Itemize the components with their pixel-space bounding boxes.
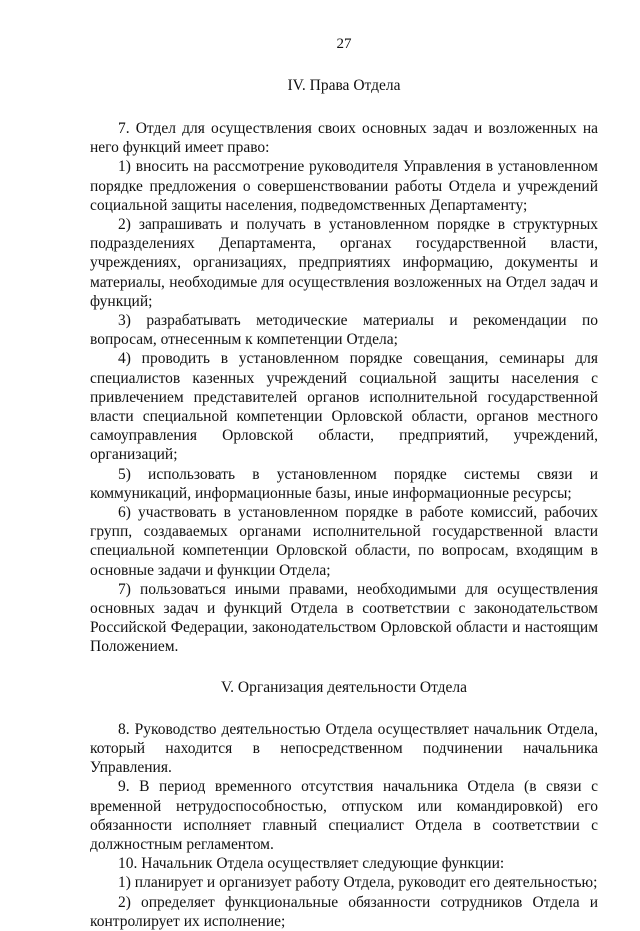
- paragraph: 2) определяет функциональные обязанности сотрудников Отдела и контролирует их исполнение;: [90, 893, 598, 930]
- section-organization-body: [90, 720, 598, 931]
- paragraph: 9. В период временного отсутствия начальника Отдела (в связи с временной нетрудоспособностью, отпуском или командировкой) его обязанности исполняет главный специалист Отдела в соответствии с должностным регламентом.: [90, 778, 598, 853]
- section-title-rights: IV. Права Отдела: [287, 77, 401, 94]
- paragraph: 6) участвовать в установленном порядке в работе комиссий, рабочих групп, создаваемых органами исполнительной государственной власти специальной компетенции Орловской области, по вопросам, входящим в основные задачи и функции Отдела;: [90, 504, 598, 579]
- page-number: 27: [336, 36, 352, 52]
- paragraph: 7) пользоваться иными правами, необходимыми для осуществления основных задач и функций Отдела в соответствии с законодательством Российской Федерации, законодательством Орловской области и настоящим Положением.: [90, 580, 598, 656]
- document-page: [90, 34, 598, 931]
- paragraph: 5) использовать в установленном порядке системы связи и коммуникаций, информационные базы, иные информационные ресурсы;: [90, 465, 598, 502]
- section-rights-body: [90, 119, 598, 657]
- paragraph: 8. Руководство деятельностью Отдела осуществляет начальник Отдела, который находится в непосредственном подчинении начальника Управления.: [90, 720, 598, 777]
- paragraph: 3) разрабатывать методические материалы и рекомендации по вопросам, отнесенным к компетенции Отдела;: [90, 312, 598, 349]
- section-title-organization: V. Организация деятельности Отдела: [220, 678, 468, 696]
- paragraph: 1) планирует и организует работу Отдела, руководит его деятельностью;: [118, 874, 598, 892]
- paragraph: 10. Начальник Отдела осуществляет следующие функции:: [118, 855, 505, 873]
- paragraph: 4) проводить в установленном порядке совещания, семинары для специалистов казенных учреждений социальной защиты населения с привлечением представителей органов исполнительной государственной власти специальной компетенции Орловской области, органов местного самоуправления Орловской области, предприятий, учреждений, организаций;: [90, 350, 598, 464]
- paragraph: 1) вносить на рассмотрение руководителя Управления в установленном порядке предложения о совершенствовании работы Отдела и учреждений социальной защиты населения, подведомственных Департаменту;: [90, 158, 598, 214]
- paragraph: 7. Отдел для осуществления своих основных задач и возложенных на него функций имеет право:: [90, 120, 598, 157]
- paragraph: 2) запрашивать и получать в установленном порядке в структурных подразделениях Департамента, органах государственной власти, учреждениях, организациях, предприятиях информацию, документы и материалы, необходимые для осуществления возложенных на Отдел задач и функций;: [90, 216, 598, 310]
